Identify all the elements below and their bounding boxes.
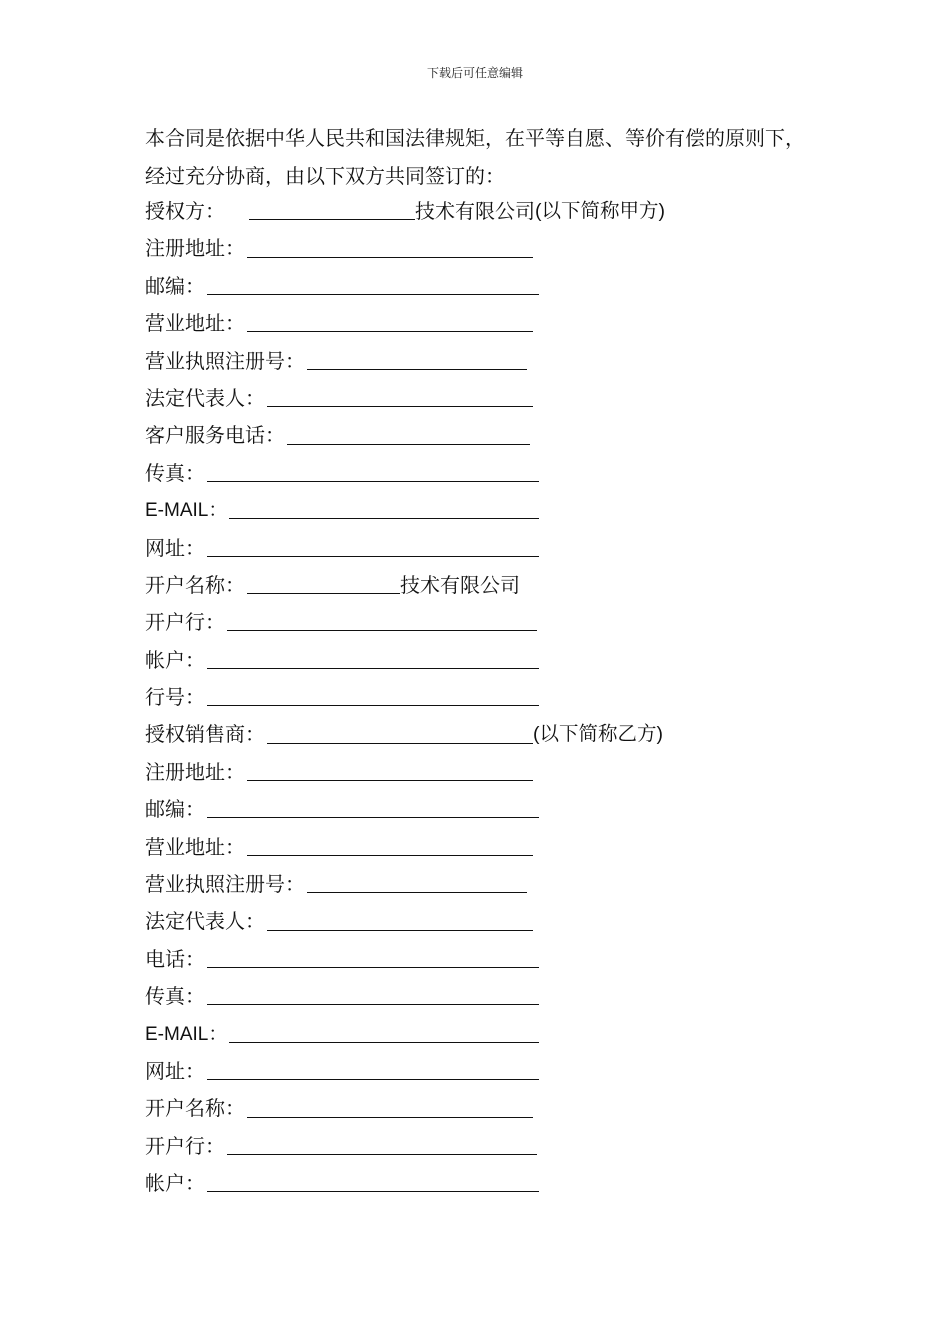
party-b-legal-rep-row	[145, 903, 665, 940]
party-a-legal-rep-field[interactable]	[267, 382, 533, 407]
party-a-postcode-row	[145, 268, 665, 305]
party-b-reg-address-label: 注册地址：	[145, 759, 245, 784]
party-a-title-paren: (以下简称甲方)	[535, 200, 665, 222]
party-a-website-field[interactable]	[207, 532, 539, 557]
party-a-postcode-label: 邮编：	[145, 273, 205, 298]
party-a-fax-field[interactable]	[207, 457, 539, 482]
party-a-email-row	[145, 492, 665, 529]
party-b-bank-field[interactable]	[227, 1130, 537, 1155]
party-a-account-field[interactable]	[207, 644, 539, 669]
party-b-phone-field[interactable]	[207, 943, 539, 968]
party-b-website-field[interactable]	[207, 1055, 539, 1080]
party-a-biz-address-label: 营业地址：	[145, 311, 245, 336]
party-a-bank-code-field[interactable]	[207, 681, 539, 706]
party-b-fax-row	[145, 978, 665, 1015]
party-a-title-suffix: 技术有限公司	[415, 199, 535, 223]
party-a-bank-code-row	[145, 679, 665, 716]
party-a-service-phone-label: 客户服务电话：	[145, 423, 285, 448]
party-a-title-row	[145, 193, 665, 230]
party-b-biz-address-field[interactable]	[247, 831, 533, 856]
page-header: 下载后可任意编辑	[426, 66, 523, 80]
party-a-license-field[interactable]	[307, 345, 527, 370]
party-b-fax-label: 传真：	[145, 984, 205, 1009]
party-a-account-label: 帐户：	[145, 647, 205, 672]
party-b-account-name-label: 开户名称：	[145, 1096, 245, 1121]
party-b-account-name-field[interactable]	[247, 1093, 533, 1118]
party-a-account-name-field[interactable]	[247, 569, 400, 594]
party-a-reg-address-row	[145, 230, 665, 267]
party-a-legal-rep-row	[145, 380, 665, 417]
party-a-fax-row	[145, 455, 665, 492]
party-b-website-row	[145, 1053, 665, 1090]
party-a-title-label: 授权方：	[145, 199, 225, 223]
party-a-legal-rep-label: 法定代表人：	[145, 385, 265, 410]
party-b-account-field[interactable]	[207, 1167, 539, 1192]
party-a-bank-row	[145, 604, 665, 641]
party-b-account-name-row	[145, 1090, 665, 1127]
party-b-license-label: 营业执照注册号：	[145, 872, 305, 897]
party-b-legal-rep-label: 法定代表人：	[145, 909, 265, 934]
party-b-fax-field[interactable]	[207, 980, 539, 1005]
party-a-postcode-field[interactable]	[207, 270, 539, 295]
party-a-service-phone-row	[145, 417, 665, 454]
party-a-account-name-label: 开户名称：	[145, 572, 245, 597]
party-a-account-row	[145, 642, 665, 679]
party-b-phone-row	[145, 941, 665, 978]
party-b-name-field[interactable]	[267, 719, 533, 744]
party-a-email-field[interactable]	[229, 494, 539, 519]
party-a-license-label: 营业执照注册号：	[145, 348, 305, 373]
party-b-title-paren: (以下简称乙方)	[533, 723, 663, 746]
party-b-account-row	[145, 1165, 665, 1202]
party-a-biz-address-row	[145, 305, 665, 342]
party-a-license-row	[145, 343, 665, 380]
party-a-website-row	[145, 530, 665, 567]
party-b-reg-address-row	[145, 754, 665, 791]
party-a-name-field[interactable]	[249, 195, 415, 220]
party-fields	[145, 193, 665, 1203]
party-a-fax-label: 传真：	[145, 460, 205, 485]
party-b-reg-address-field[interactable]	[247, 756, 533, 781]
party-b-website-label: 网址：	[145, 1058, 205, 1083]
party-a-website-label: 网址：	[145, 535, 205, 560]
intro-paragraph: 本合同是依据中华人民共和国法律规矩，在平等自愿、等价有偿的原则下，经过充分协商，由以下双方共同签订的：	[145, 126, 805, 188]
party-a-biz-address-field[interactable]	[247, 307, 533, 332]
party-b-email-row	[145, 1016, 665, 1053]
party-b-phone-label: 电话：	[145, 946, 205, 971]
party-a-service-phone-field[interactable]	[287, 420, 530, 445]
party-a-reg-address-field[interactable]	[247, 233, 533, 258]
party-b-biz-address-label: 营业地址：	[145, 834, 245, 859]
party-b-email-field[interactable]	[229, 1018, 539, 1043]
party-b-title-row	[145, 716, 665, 753]
party-b-bank-row	[145, 1128, 665, 1165]
party-b-license-row	[145, 866, 665, 903]
party-b-bank-label: 开户行：	[145, 1133, 225, 1158]
party-b-postcode-field[interactable]	[207, 793, 539, 818]
party-b-license-field[interactable]	[307, 868, 527, 893]
party-b-title-label: 授权销售商：	[145, 722, 265, 747]
party-a-account-name-row	[145, 567, 665, 604]
party-a-bank-field[interactable]	[227, 606, 537, 631]
party-b-legal-rep-field[interactable]	[267, 906, 533, 931]
party-b-biz-address-row	[145, 829, 665, 866]
party-a-reg-address-label: 注册地址：	[145, 236, 245, 261]
party-a-account-name-suffix: 技术有限公司	[400, 572, 520, 597]
party-b-postcode-label: 邮编：	[145, 797, 205, 822]
party-b-account-label: 帐户：	[145, 1171, 205, 1196]
party-a-bank-code-label: 行号：	[145, 685, 205, 710]
party-a-bank-label: 开户行：	[145, 610, 225, 635]
party-b-email-label: E-MAIL：	[145, 1023, 228, 1045]
party-b-postcode-row	[145, 791, 665, 828]
party-a-email-label: E-MAIL：	[145, 500, 228, 522]
